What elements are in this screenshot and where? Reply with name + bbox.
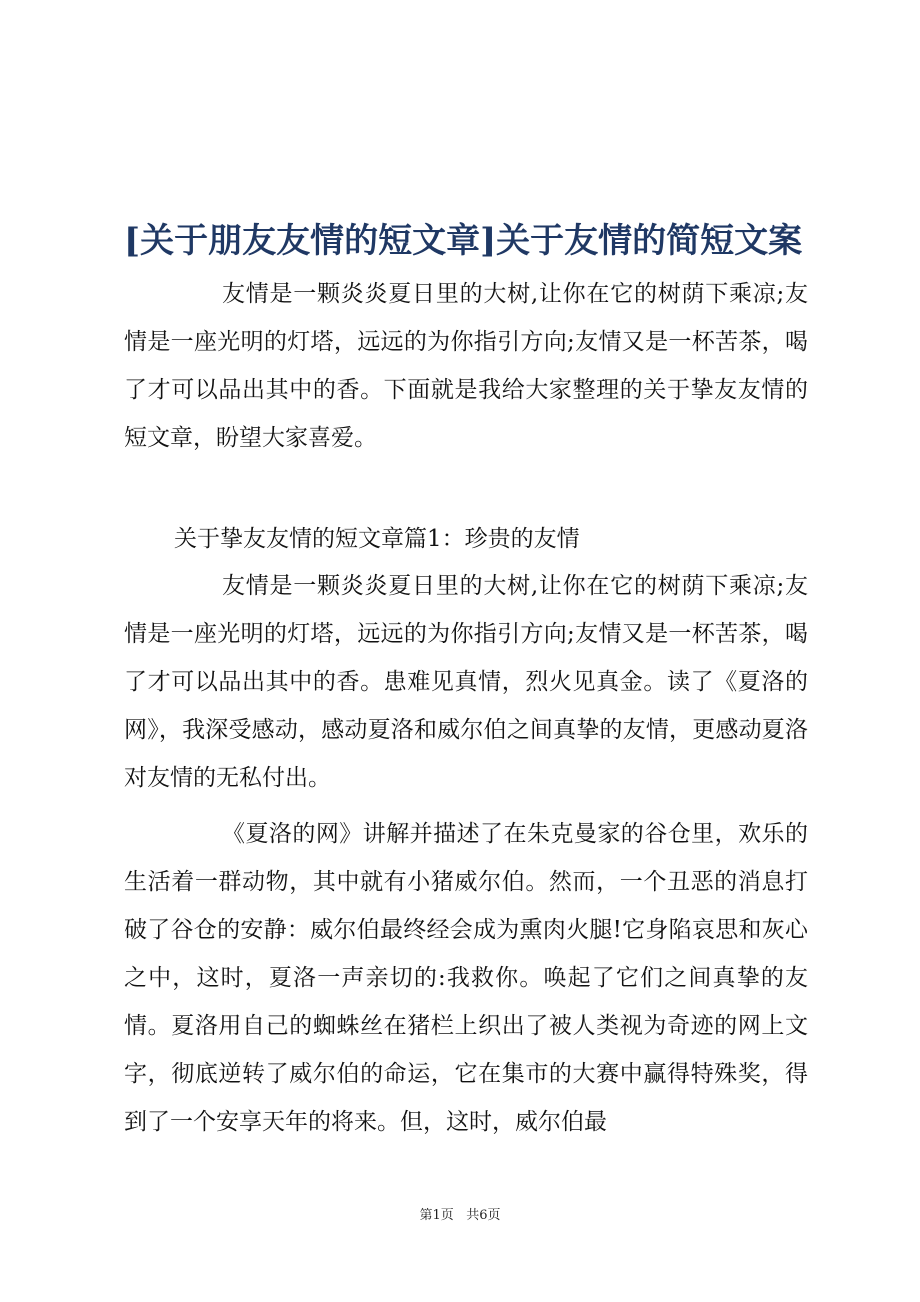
intro-paragraph: 友情是一颗炎炎夏日里的大树,让你在它的树荫下乘凉;友情是一座光明的灯塔，远远的为你指引方向;友情又是一杯苦茶，喝了才可以品出其中的香。下面就是我给大家整理的关于挚友友情的短文章，盼望大家喜爱。 [124,281,808,451]
body-paragraph-2: 《夏洛的网》讲解并描述了在朱克曼家的谷仓里，欢乐的生活着一群动物，其中就有小猪威尔伯。然而，一个丑恶的消息打破了谷仓的安静：威尔伯最终经会成为熏肉火腿!它身陷哀思和灰心之中，这时，夏洛一声亲切的:我救你。唤起了它们之间真挚的友情。夏洛用自己的蜘蛛丝在猪栏上织出了被人类视为奇迹的网上文字，彻底逆转了威尔伯的命运，它在集市的大赛中赢得特殊奖，得到了一个安享天年的将来。但，这时，威尔伯最 [124,821,808,1135]
page-number-current: 第1页 [419,1208,454,1223]
page-number-total: 共6页 [466,1208,501,1223]
document-title: [关于朋友友情的短文章]关于友情的简短文案 [124,220,803,261]
page-footer [0,1206,920,1226]
section-heading: 关于挚友友情的短文章篇1：珍贵的友情 [174,526,580,552]
body-paragraph-1: 友情是一颗炎炎夏日里的大树,让你在它的树荫下乘凉;友情是一座光明的灯塔，远远的为你指引方向;友情又是一杯苦茶，喝了才可以品出其中的香。患难见真情，烈火见真金。读了《夏洛的网》，我深受感动，感动夏洛和威尔伯之间真挚的友情，更感动夏洛对友情的无私付出。 [124,573,808,791]
